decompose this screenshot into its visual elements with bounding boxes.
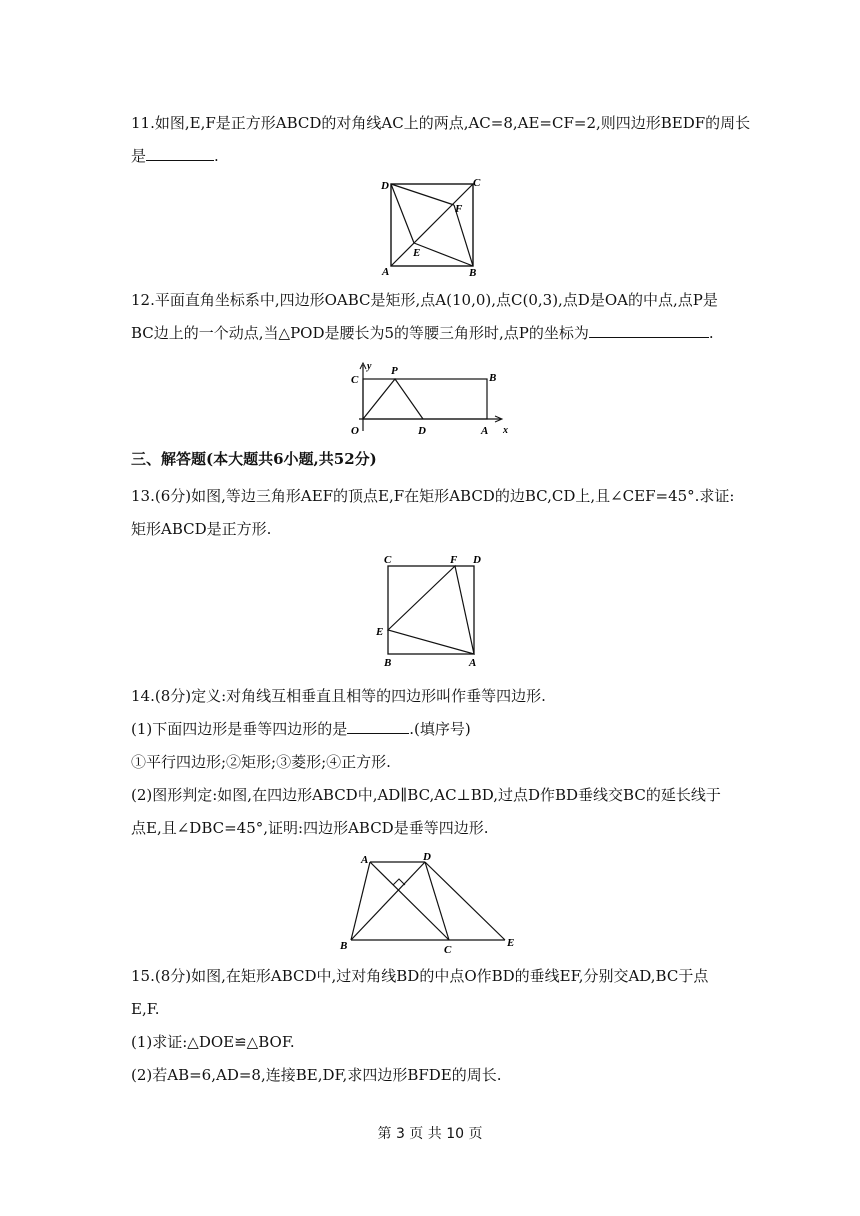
section3-heading: 三、解答题(本大题共6小题,共52分) [131,450,377,468]
q12-label-a: A [481,425,489,437]
q12-label-b: B [489,372,497,384]
q14-label-a: A [361,854,369,866]
q12-label-d: D [418,425,426,437]
q14-line5: 点E,且∠DBC=45°,证明:四边形ABCD是垂等四边形. [131,819,489,837]
q13-label-b: B [384,657,392,669]
q11-answer-blank [146,146,214,161]
q14-answer-blank [347,719,409,734]
q14-line2-suffix: .(填序号) [409,720,471,738]
q14-label-b: B [340,940,348,952]
q14-figure [335,848,525,956]
q14-line4: (2)图形判定:如图,在四边形ABCD中,AD∥BC,AC⊥BD,过点D作BD垂线交BC的延长线于 [131,786,721,804]
q14-line3: ①平行四边形;②矩形;③菱形;④正方形. [131,753,391,771]
q14-line1: 14.(8分)定义:对角线互相垂直且相等的四边形叫作垂等四边形. [131,687,546,705]
q15-line3: (1)求证:△DOE≌△BOF. [131,1033,295,1051]
q12-line2-text: BC边上的一个动点,当△POD是腰长为5的等腰三角形时,点P的坐标为 [131,324,589,342]
q14-right-angle-mark [393,879,405,885]
q11-line2-suffix: . [214,147,219,165]
q11-segment-be [414,243,473,266]
q14-label-c: C [444,944,452,956]
q12-label-y: y [367,361,372,372]
q12-answer-blank [589,323,709,338]
q13-rectangle [388,566,474,654]
q12-line1: 12.平面直角坐标系中,四边形OABC是矩形,点A(10,0),点C(0,3),点D是OA的中点,点P是 [131,291,718,309]
q11-figure [376,174,486,280]
q15-line2: E,F. [131,1000,160,1018]
q14-line2-prefix: (1)下面四边形是垂等四边形的是 [131,720,348,738]
q13-label-a: A [469,657,477,669]
q12-label-x: x [503,425,508,436]
q13-label-e: E [376,626,384,638]
q13-triangle-aef [388,566,474,654]
q14-diagonal-bd [351,862,425,940]
q13-label-d: D [473,554,481,566]
q13-line1: 13.(6分)如图,等边三角形AEF的顶点E,F在矩形ABCD的边BC,CD上,且∠CEF=45°.求证: [131,487,735,505]
page-footer: 第 3 页 共 10 页 [377,1126,483,1142]
q12-line2 [131,323,714,343]
q11-label-f: F [455,203,463,215]
q14-segment-ab [351,862,370,940]
q13-figure [371,550,493,670]
q11-label-c: C [473,177,481,189]
q11-segment-df [391,184,454,205]
q14-label-e: E [507,937,515,949]
q12-triangle-pod [363,379,423,419]
q11-line2 [131,146,219,166]
q13-label-f: F [450,554,458,566]
q14-line2 [131,719,471,739]
q11-label-d: D [381,180,389,192]
q11-label-b: B [469,267,477,279]
q11-segment-ed [391,184,414,243]
q15-line4: (2)若AB=6,AD=8,连接BE,DF,求四边形BFDE的周长. [131,1066,502,1084]
q15-line1: 15.(8分)如图,在矩形ABCD中,过对角线BD的中点O作BD的垂线EF,分别交AD,BC于点 [131,967,709,985]
q11-line2-prefix: 是 [131,147,147,165]
q12-rectangle [363,379,487,419]
q14-label-d: D [423,851,431,863]
q13-label-c: C [384,554,392,566]
q13-line2: 矩形ABCD是正方形. [131,520,272,538]
q11-line1: 11.如图,E,F是正方形ABCD的对角线AC上的两点,AC=8,AE=CF=2,则四边形BEDF的周长 [131,114,751,132]
q12-label-o: O [351,425,359,437]
q12-line2-suffix: . [708,324,714,342]
q11-label-e: E [413,247,421,259]
q12-figure [345,357,515,439]
q12-label-p: P [391,365,398,377]
q11-label-a: A [382,266,390,278]
q12-label-c: C [351,374,359,386]
